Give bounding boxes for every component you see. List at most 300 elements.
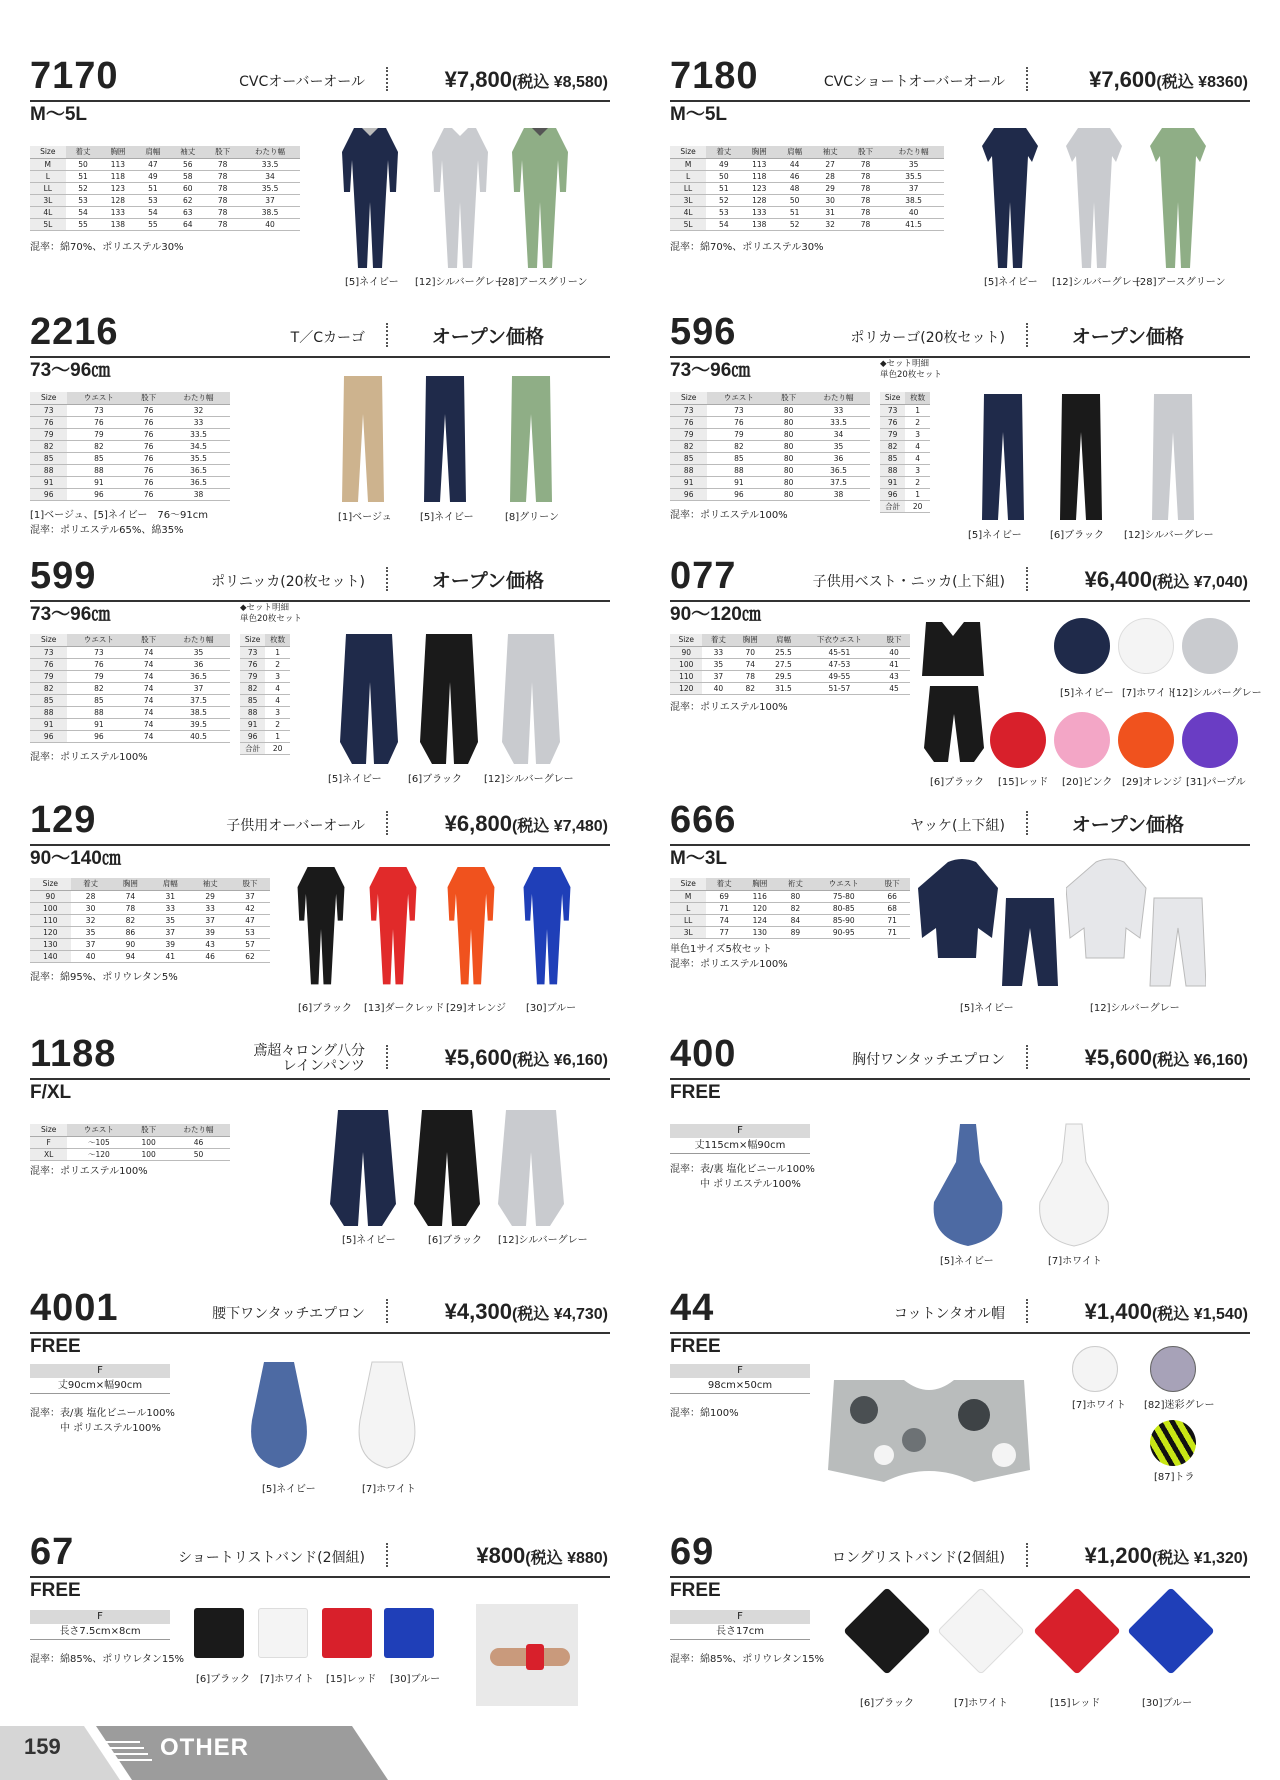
table-cell: 76 bbox=[130, 428, 167, 440]
table-cell: 79 bbox=[67, 670, 130, 682]
color-caption: [5]ネイビー bbox=[984, 277, 1038, 288]
column-header: Size bbox=[30, 1124, 67, 1136]
product-name: 鳶超々ロング八分 レインパンツ bbox=[253, 1043, 365, 1074]
size-range: M～5L bbox=[30, 104, 88, 125]
color-caption: [5]ネイビー bbox=[960, 1003, 1014, 1014]
table-cell: 37 bbox=[150, 926, 190, 938]
color-caption: [7]ホワイト bbox=[260, 1674, 314, 1685]
table-cell: 78 bbox=[848, 182, 883, 194]
table-cell: 50 bbox=[66, 158, 101, 170]
vest-swatch-orange bbox=[1118, 712, 1174, 768]
size-range: FREE bbox=[670, 1082, 721, 1103]
table-cell: 37 bbox=[230, 890, 270, 902]
table-row bbox=[30, 464, 230, 476]
vest-swatch-pink bbox=[1054, 712, 1110, 768]
table-cell: 91 bbox=[707, 476, 770, 488]
table-cell: 28 bbox=[71, 890, 111, 902]
table-cell: 43 bbox=[190, 938, 230, 950]
table-cell: 74 bbox=[734, 658, 766, 670]
vest-swatch-silver bbox=[1182, 618, 1238, 674]
table-row bbox=[670, 218, 944, 230]
table-cell: 94 bbox=[111, 950, 151, 962]
free-size-value: 丈90cm×幅90cm bbox=[30, 1378, 170, 1394]
table-header-row bbox=[30, 392, 230, 404]
table-cell: 82 bbox=[778, 902, 814, 914]
color-caption: [82]迷彩グレー bbox=[1144, 1400, 1215, 1411]
short-coverall-green-image bbox=[1148, 122, 1208, 270]
product-code: 599 bbox=[30, 555, 97, 597]
product-67 bbox=[30, 1532, 610, 1602]
table-cell: 76 bbox=[30, 416, 67, 428]
table-cell: 53 bbox=[706, 206, 741, 218]
column-header: 股下 bbox=[848, 146, 883, 158]
color-caption: [87]トラ bbox=[1154, 1472, 1195, 1483]
table-row bbox=[670, 170, 944, 182]
divider-dots bbox=[1026, 811, 1028, 835]
table-cell: 82 bbox=[734, 682, 766, 694]
table-row bbox=[670, 440, 870, 452]
table-cell: 76 bbox=[130, 440, 167, 452]
table-cell: 82 bbox=[707, 440, 770, 452]
table-cell: 41 bbox=[150, 950, 190, 962]
column-header: 肩幅 bbox=[766, 634, 800, 646]
divider-dots bbox=[386, 1543, 388, 1567]
table-cell: 76 bbox=[130, 404, 167, 416]
column-header: ウエスト bbox=[67, 392, 130, 404]
table-cell: 76 bbox=[130, 452, 167, 464]
color-caption: [20]ピンク bbox=[1062, 777, 1113, 788]
table-cell: 76 bbox=[130, 464, 167, 476]
divider-dots bbox=[1026, 567, 1028, 591]
size-range: FREE bbox=[670, 1336, 721, 1357]
table-header-row bbox=[30, 1124, 230, 1136]
column-header: 肩幅 bbox=[150, 878, 190, 890]
size-range: FREE bbox=[30, 1580, 81, 1601]
product-price: オープン価格 bbox=[431, 326, 544, 348]
table-cell: 85 bbox=[240, 694, 265, 706]
divider-dots bbox=[1026, 67, 1028, 91]
table-row bbox=[670, 206, 944, 218]
product-code: 077 bbox=[670, 555, 737, 597]
short-coverall-silver-image bbox=[1064, 122, 1124, 270]
table-cell: 73 bbox=[30, 404, 67, 416]
column-header: 股下 bbox=[130, 634, 167, 646]
free-size-box bbox=[670, 1124, 810, 1154]
size-range: F/XL bbox=[30, 1082, 72, 1103]
price-tax: (税込 ¥4,730) bbox=[511, 1306, 608, 1323]
column-header: わたり幅 bbox=[807, 392, 870, 404]
table-header-row bbox=[670, 634, 910, 646]
table-cell: 91 bbox=[670, 476, 707, 488]
cap-swatch-camo-grey bbox=[1150, 1346, 1196, 1392]
table-cell: 78 bbox=[848, 158, 883, 170]
product-69 bbox=[670, 1532, 1250, 1602]
product-price bbox=[1085, 1045, 1248, 1071]
table-cell: 36.5 bbox=[167, 670, 230, 682]
column-header: 股下 bbox=[770, 392, 807, 404]
product-name: コットンタオル帽 bbox=[893, 1306, 1005, 1322]
table-cell: 85 bbox=[707, 452, 770, 464]
polycargo-navy-image bbox=[978, 392, 1028, 522]
table-header-row bbox=[670, 878, 910, 890]
table-cell: 30 bbox=[71, 902, 111, 914]
divider-dots bbox=[386, 811, 388, 835]
table-cell: 29.5 bbox=[766, 670, 800, 682]
table-cell: 46 bbox=[190, 950, 230, 962]
table-cell: 32 bbox=[812, 218, 847, 230]
table-cell: 4 bbox=[265, 682, 290, 694]
color-caption: [12]シルバーグレー bbox=[484, 774, 574, 785]
table-cell: 74 bbox=[130, 718, 167, 730]
table-cell: 100 bbox=[130, 1148, 167, 1160]
table-cell: 5L bbox=[30, 218, 66, 230]
table-row bbox=[30, 1136, 230, 1148]
table-cell: 138 bbox=[100, 218, 135, 230]
table-cell: 35.5 bbox=[240, 182, 300, 194]
column-header: 股下 bbox=[205, 146, 240, 158]
table-cell: 31 bbox=[812, 206, 847, 218]
product-header bbox=[30, 312, 610, 358]
column-header: Size bbox=[670, 146, 706, 158]
table-cell: 88 bbox=[240, 706, 265, 718]
divider-dots bbox=[386, 1045, 388, 1069]
table-row bbox=[30, 182, 300, 194]
product-name: ポリカーゴ(20枚セット) bbox=[850, 330, 1005, 346]
table-cell: 96 bbox=[707, 488, 770, 500]
knicker-black-image bbox=[418, 632, 480, 766]
product-header bbox=[30, 800, 610, 846]
table-cell: 40 bbox=[240, 218, 300, 230]
product-code: 4001 bbox=[30, 1287, 119, 1329]
table-cell: 55 bbox=[66, 218, 101, 230]
column-header: 胸囲 bbox=[111, 878, 151, 890]
table-cell: 73 bbox=[880, 404, 905, 416]
column-header: 股下 bbox=[130, 1124, 167, 1136]
color-caption: [15]レッド bbox=[998, 777, 1049, 788]
table-header-row bbox=[670, 392, 870, 404]
table-cell: 76 bbox=[130, 488, 167, 500]
table-cell: 1 bbox=[265, 730, 290, 742]
table-cell: 47 bbox=[135, 158, 170, 170]
vest-swatch-red bbox=[990, 712, 1046, 768]
table-cell: 76 bbox=[130, 416, 167, 428]
table-cell: 49-55 bbox=[801, 670, 878, 682]
column-header: 胸囲 bbox=[734, 634, 766, 646]
free-size-header: F bbox=[30, 1610, 170, 1624]
table-cell: 35 bbox=[167, 646, 230, 658]
column-header: わたり幅 bbox=[167, 1124, 230, 1136]
product-code: 69 bbox=[670, 1531, 715, 1573]
wristband-red-image bbox=[322, 1608, 372, 1658]
table-cell: 140 bbox=[30, 950, 71, 962]
table-row bbox=[30, 926, 270, 938]
table-cell: 合計 bbox=[880, 500, 905, 512]
table-cell: 3L bbox=[670, 926, 706, 938]
table-row bbox=[30, 902, 270, 914]
size-table bbox=[670, 146, 944, 231]
table-cell: 80 bbox=[770, 428, 807, 440]
table-header-row bbox=[30, 878, 270, 890]
table-cell: 78 bbox=[205, 194, 240, 206]
table-row bbox=[30, 658, 230, 670]
table-row bbox=[30, 476, 230, 488]
cargo-navy-image bbox=[422, 374, 468, 504]
column-header: Size bbox=[30, 146, 66, 158]
table-cell: 50 bbox=[777, 194, 812, 206]
table-cell: 96 bbox=[240, 730, 265, 742]
table-header-row bbox=[30, 146, 300, 158]
table-cell: 82 bbox=[111, 914, 151, 926]
table-cell: 69 bbox=[706, 890, 742, 902]
table-row bbox=[30, 488, 230, 500]
free-size-header: F bbox=[670, 1610, 810, 1624]
table-cell: XL bbox=[30, 1148, 67, 1160]
product-price bbox=[1085, 1543, 1248, 1569]
color-caption: [7]ホワイト bbox=[1072, 1400, 1126, 1411]
price-tax: (税込 ¥7,040) bbox=[1151, 574, 1248, 591]
table-cell: 45-51 bbox=[801, 646, 878, 658]
product-code: 596 bbox=[670, 311, 737, 353]
table-row bbox=[670, 914, 910, 926]
table-cell: 45 bbox=[878, 682, 910, 694]
price-tax: (税込 ¥8360) bbox=[1156, 74, 1248, 91]
price-value: ¥1,200 bbox=[1084, 1543, 1152, 1568]
product-header bbox=[30, 556, 610, 602]
table-cell: 53 bbox=[230, 926, 270, 938]
color-caption: [15]レッド bbox=[326, 1674, 377, 1685]
color-caption: [5]ネイビー bbox=[420, 512, 474, 523]
table-cell: 52 bbox=[66, 182, 101, 194]
divider-dots bbox=[1026, 323, 1028, 347]
table-cell: M bbox=[670, 890, 706, 902]
table-cell: 48 bbox=[777, 182, 812, 194]
table-cell: 80-85 bbox=[813, 902, 874, 914]
column-header: わたり幅 bbox=[167, 634, 230, 646]
table-cell: 60 bbox=[170, 182, 205, 194]
table-cell: 100 bbox=[130, 1136, 167, 1148]
table-cell: 47-53 bbox=[801, 658, 878, 670]
column-header: 股下 bbox=[878, 634, 910, 646]
table-cell: 31.5 bbox=[766, 682, 800, 694]
table-row bbox=[670, 926, 910, 938]
size-table bbox=[670, 878, 910, 939]
table-cell: 73 bbox=[30, 646, 67, 658]
table-cell: 89 bbox=[778, 926, 814, 938]
table-cell: 4 bbox=[265, 694, 290, 706]
kids-coverall-orange-image bbox=[440, 862, 502, 986]
color-caption: [6]ブラック bbox=[428, 1235, 482, 1246]
table-cell: 123 bbox=[742, 182, 777, 194]
size-range: 73～96㎝ bbox=[30, 604, 111, 625]
table-cell: F bbox=[30, 1136, 67, 1148]
table-cell: 29 bbox=[812, 182, 847, 194]
table-cell: 30 bbox=[812, 194, 847, 206]
table-header-row bbox=[240, 634, 290, 646]
product-header bbox=[30, 1034, 610, 1080]
table-row bbox=[30, 440, 230, 452]
color-caption: [8]グリーン bbox=[505, 512, 559, 523]
color-caption: [6]ブラック bbox=[298, 1003, 352, 1014]
table-cell: 63 bbox=[170, 206, 205, 218]
color-caption: [5]ネイビー bbox=[968, 530, 1022, 541]
table-cell: 80 bbox=[778, 890, 814, 902]
table-cell: 合計 bbox=[240, 742, 265, 754]
table-cell: 35 bbox=[150, 914, 190, 926]
table-cell: 96 bbox=[880, 488, 905, 500]
divider-dots bbox=[1026, 1543, 1028, 1567]
table-cell: 41.5 bbox=[883, 218, 944, 230]
table-cell: 3 bbox=[905, 428, 930, 440]
table-cell: 79 bbox=[707, 428, 770, 440]
table-cell: 85-90 bbox=[813, 914, 874, 926]
color-caption: [7]ホワイト bbox=[362, 1484, 416, 1495]
color-caption: [6]ブラック bbox=[408, 774, 462, 785]
table-cell: 78 bbox=[848, 194, 883, 206]
table-row bbox=[30, 730, 230, 742]
material-note: 混率：ポリエステル100% bbox=[670, 510, 788, 521]
product-price bbox=[445, 67, 608, 93]
table-cell: 25.5 bbox=[766, 646, 800, 658]
table-cell: 37.5 bbox=[167, 694, 230, 706]
table-row bbox=[240, 658, 290, 670]
product-header bbox=[670, 56, 1250, 102]
table-cell: 74 bbox=[130, 706, 167, 718]
product-7180 bbox=[670, 56, 1250, 126]
product-name: T／Cカーゴ bbox=[290, 330, 365, 346]
product-header bbox=[670, 312, 1250, 358]
table-cell: 39 bbox=[190, 926, 230, 938]
table-cell: 78 bbox=[848, 218, 883, 230]
table-cell: 37 bbox=[71, 938, 111, 950]
product-code: 7170 bbox=[30, 55, 119, 97]
kids-vest-black-image bbox=[920, 620, 986, 680]
table-cell: 3L bbox=[30, 194, 66, 206]
table-cell: 34.5 bbox=[167, 440, 230, 452]
table-cell: 35.5 bbox=[883, 170, 944, 182]
kids-coverall-blue-image bbox=[516, 862, 578, 986]
table-row bbox=[670, 158, 944, 170]
column-header: Size bbox=[30, 392, 67, 404]
table-cell: 37 bbox=[883, 182, 944, 194]
material-note: 混率：綿70%、ポリエステル30% bbox=[670, 242, 824, 253]
price-tax: (税込 ¥7,480) bbox=[511, 818, 608, 835]
table-cell: 40 bbox=[883, 206, 944, 218]
set-table bbox=[240, 634, 290, 755]
table-row bbox=[30, 452, 230, 464]
table-cell: 54 bbox=[135, 206, 170, 218]
column-header: 袖丈 bbox=[170, 146, 205, 158]
table-cell: 33 bbox=[807, 404, 870, 416]
price-value: ¥5,600 bbox=[1084, 1045, 1152, 1070]
color-caption: [29]オレンジ bbox=[1122, 777, 1183, 788]
table-cell: 82 bbox=[30, 440, 67, 452]
product-code: 2216 bbox=[30, 311, 119, 353]
table-cell: 80 bbox=[770, 452, 807, 464]
table-cell: 90 bbox=[30, 890, 71, 902]
product-077 bbox=[670, 556, 1250, 626]
coverall-green-image bbox=[510, 122, 570, 270]
table-cell: 123 bbox=[100, 182, 135, 194]
column-header: わたり幅 bbox=[240, 146, 300, 158]
table-cell: 52 bbox=[706, 194, 741, 206]
table-cell: 90-95 bbox=[813, 926, 874, 938]
table-cell: 47 bbox=[230, 914, 270, 926]
table-cell: 38.5 bbox=[883, 194, 944, 206]
table-cell: 56 bbox=[170, 158, 205, 170]
table-cell: 4 bbox=[905, 452, 930, 464]
material-note: 混率：綿100% bbox=[670, 1408, 739, 1419]
short-coverall-navy-image bbox=[980, 122, 1040, 270]
product-header bbox=[670, 556, 1250, 602]
table-row bbox=[240, 706, 290, 718]
table-cell: 130 bbox=[30, 938, 71, 950]
color-caption: [6]ブラック bbox=[860, 1698, 914, 1709]
page-footer bbox=[0, 1716, 390, 1780]
table-cell: 5L bbox=[670, 218, 706, 230]
table-cell: 51-57 bbox=[801, 682, 878, 694]
table-row bbox=[670, 890, 910, 902]
table-cell: 37 bbox=[190, 914, 230, 926]
product-code: 666 bbox=[670, 799, 737, 841]
color-caption: [1]ベージュ bbox=[338, 512, 392, 523]
table-row bbox=[30, 938, 270, 950]
size-table bbox=[30, 392, 230, 501]
table-row bbox=[30, 170, 300, 182]
column-header: ウエスト bbox=[67, 1124, 130, 1136]
size-range: M～5L bbox=[670, 104, 728, 125]
product-header bbox=[30, 1288, 610, 1334]
table-cell: 49 bbox=[706, 158, 741, 170]
column-header: わたり幅 bbox=[883, 146, 944, 158]
table-cell: 80 bbox=[770, 440, 807, 452]
table-cell: 76 bbox=[130, 476, 167, 488]
column-header: 着丈 bbox=[66, 146, 101, 158]
table-cell: 79 bbox=[670, 428, 707, 440]
table-cell: 91 bbox=[880, 476, 905, 488]
table-cell: M bbox=[30, 158, 66, 170]
color-caption: [30]ブルー bbox=[526, 1003, 577, 1014]
table-cell: 2 bbox=[265, 718, 290, 730]
table-row bbox=[240, 730, 290, 742]
apron-white-image bbox=[354, 1360, 420, 1470]
table-row bbox=[880, 440, 930, 452]
table-cell: 2 bbox=[905, 476, 930, 488]
product-7170 bbox=[30, 56, 610, 126]
table-row bbox=[30, 194, 300, 206]
table-row bbox=[880, 452, 930, 464]
product-price bbox=[1085, 567, 1248, 593]
table-row bbox=[670, 464, 870, 476]
price-value: ¥4,300 bbox=[444, 1299, 512, 1324]
product-599 bbox=[30, 556, 610, 626]
table-cell: 80 bbox=[770, 404, 807, 416]
set-detail-title: ◆セット明細 単色20枚セット bbox=[240, 603, 302, 624]
table-row bbox=[670, 404, 870, 416]
table-cell: 118 bbox=[100, 170, 135, 182]
table-row bbox=[240, 742, 290, 754]
free-size-header: F bbox=[30, 1364, 170, 1378]
table-cell: 138 bbox=[742, 218, 777, 230]
polycargo-silver-image bbox=[1148, 392, 1198, 522]
product-400 bbox=[670, 1034, 1250, 1104]
table-row bbox=[30, 404, 230, 416]
table-cell: 35 bbox=[807, 440, 870, 452]
table-cell: 38 bbox=[807, 488, 870, 500]
size-range: FREE bbox=[30, 1336, 81, 1357]
table-cell: 28 bbox=[812, 170, 847, 182]
table-cell: 44 bbox=[777, 158, 812, 170]
size-table bbox=[670, 392, 870, 501]
